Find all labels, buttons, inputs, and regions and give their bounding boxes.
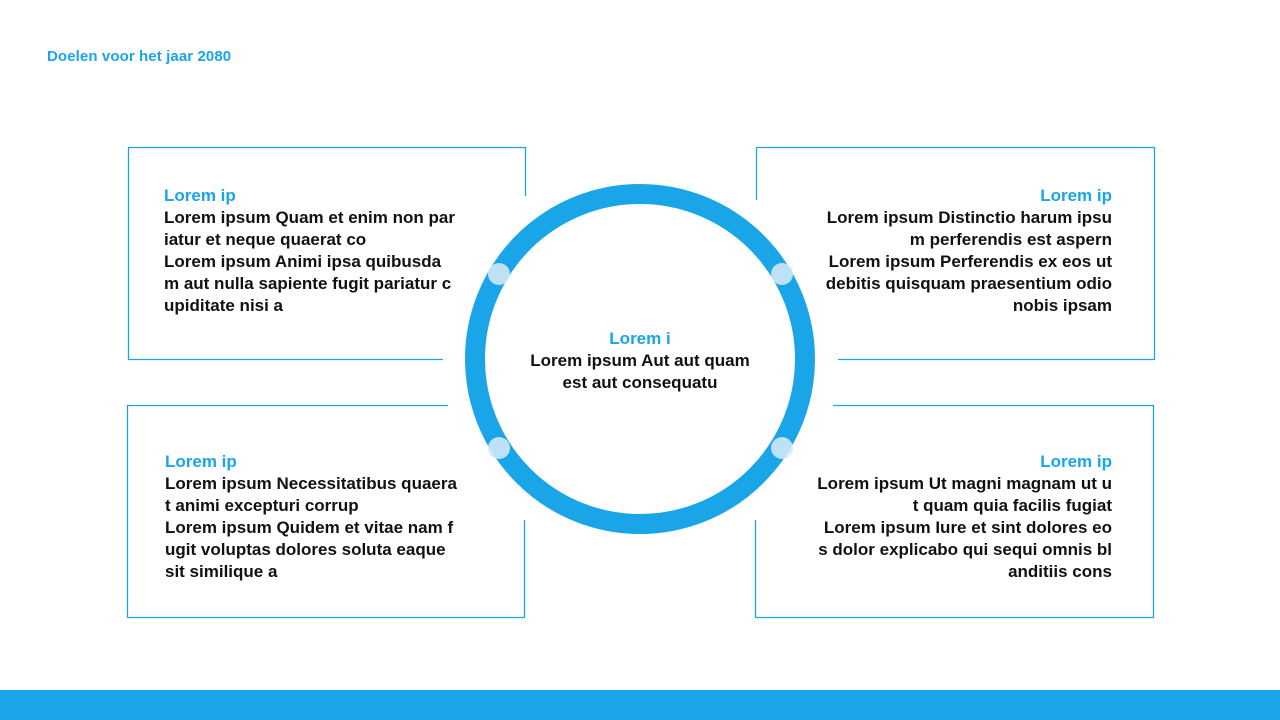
box-paragraph-2-bottom-left: Lorem ipsum Quidem et vitae nam fugit voluptas dolores soluta eaque sit similique a <box>165 518 454 581</box>
box-paragraph-2-top-left: Lorem ipsum Animi ipsa quibusdam aut nulla sapiente fugit pariatur cupiditate nisi a <box>164 252 452 315</box>
box-paragraph-1-bottom-left: Lorem ipsum Necessitatibus quaerat animi excepturi corrup <box>165 474 457 515</box>
box-heading-top-left: Lorem ip <box>164 186 236 205</box>
box-bottom-right <box>816 451 1112 583</box>
box-paragraph-1-top-left: Lorem ipsum Quam et enim non pariatur et neque quaerat co <box>164 208 455 249</box>
box-paragraph-1-top-right: Lorem ipsum Distinctio harum ipsum perferendis est aspern <box>826 208 1112 249</box>
ring-dot-bottom-left <box>488 437 510 459</box>
box-bottom-left <box>165 451 459 583</box>
center-text-block <box>528 328 752 394</box>
ring-dot-bottom-right <box>771 437 793 459</box>
center-body: Lorem ipsum Aut aut quam est aut consequatu <box>530 351 750 392</box>
box-heading-top-right: Lorem ip <box>1040 186 1112 205</box>
ring-dot-top-left <box>488 263 510 285</box>
ring-dot-top-right <box>771 263 793 285</box>
box-paragraph-2-bottom-right: Lorem ipsum Iure et sint dolores eos dolor explicabo qui sequi omnis blanditiis cons <box>818 518 1112 581</box>
box-heading-bottom-right: Lorem ip <box>1040 452 1112 471</box>
center-heading: Lorem i <box>609 329 671 348</box>
box-top-right <box>818 185 1112 317</box>
box-heading-bottom-left: Lorem ip <box>165 452 237 471</box>
footer-bar <box>0 690 1280 720</box>
slide-title: Doelen voor het jaar 2080 <box>47 48 232 65</box>
box-top-left <box>164 185 456 317</box>
box-paragraph-1-bottom-right: Lorem ipsum Ut magni magnam ut ut quam quia facilis fugiat <box>817 474 1112 515</box>
box-paragraph-2-top-right: Lorem ipsum Perferendis ex eos ut debitis quisquam praesentium odio nobis ipsam <box>825 252 1112 315</box>
